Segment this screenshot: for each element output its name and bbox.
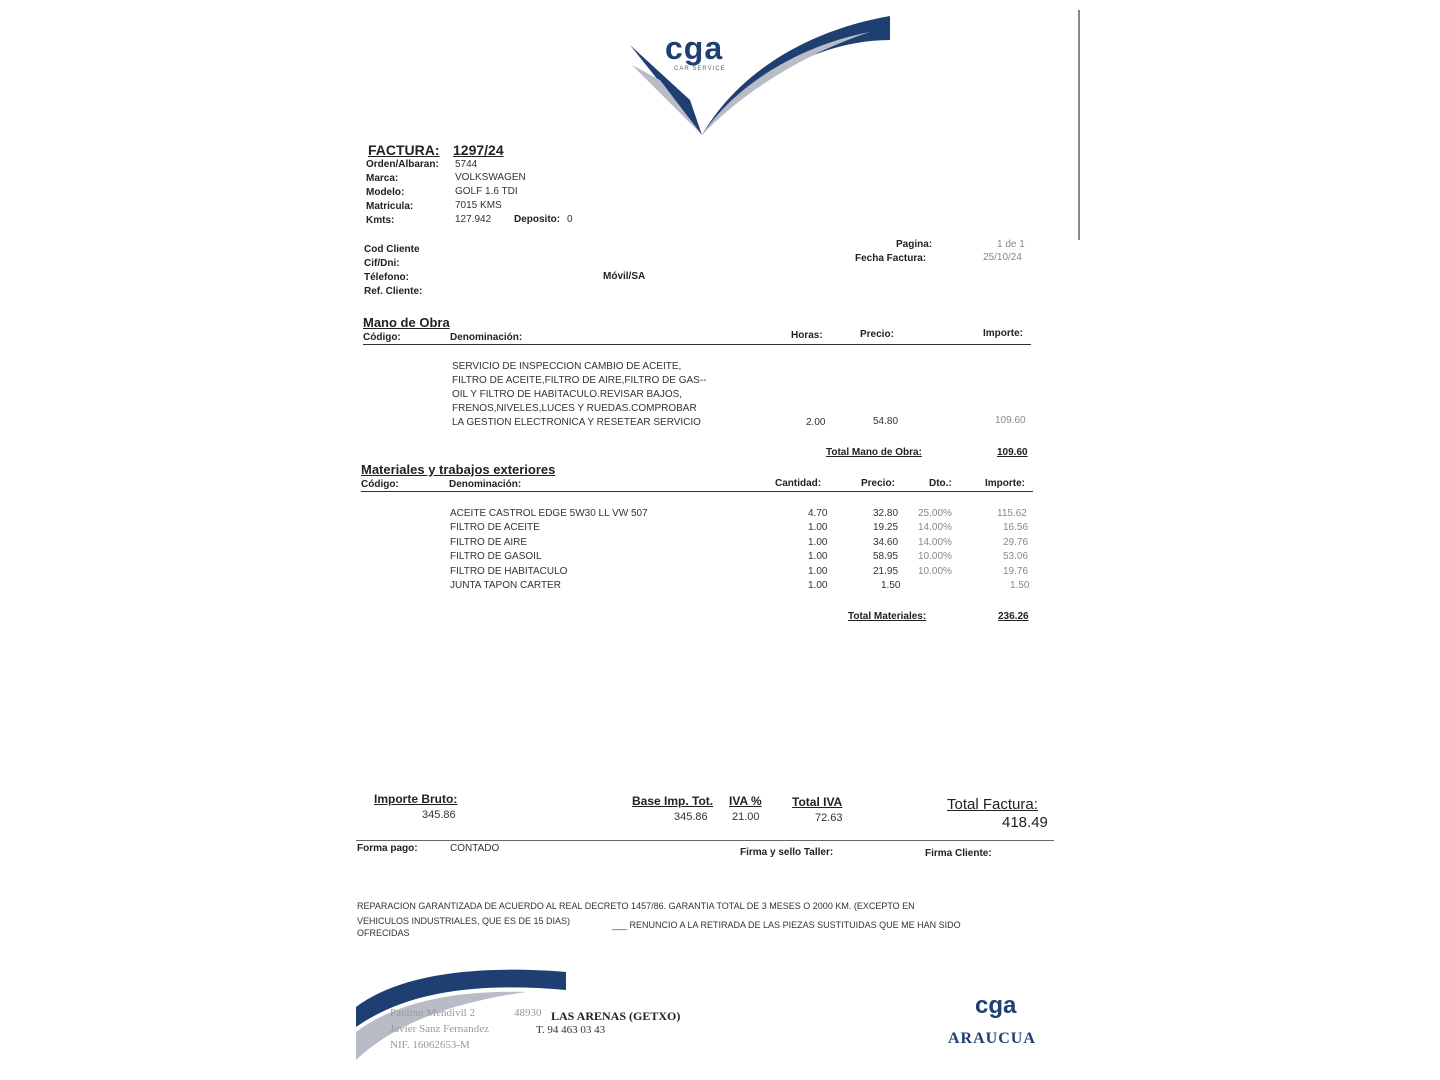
bruto-value: 345.86 [422,809,456,821]
mat-precio: 19.25 [873,522,899,533]
labor-title: Mano de Obra [363,315,450,330]
mat-precio: 58.95 [873,551,899,562]
mat-header-rule [361,491,1033,492]
matricula-label: Matricula: [366,201,414,212]
telefono-label: Télefono: [364,272,409,283]
mat-desc: JUNTA TAPON CARTER [450,580,561,591]
mat-cantidad: 1.00 [808,551,828,562]
labor-codigo-header: Código: [363,332,401,343]
footer-address: Paulino Mendivil 2 [390,1007,475,1019]
labor-total-label: Total Mano de Obra: [826,447,922,458]
forma-pago-label: Forma pago: [357,843,418,854]
labor-line: OIL Y FILTRO DE HABITACULO.REVISAR BAJOS, [452,389,683,400]
mat-importe: 115.62 [997,508,1027,519]
mat-cantidad: 1.00 [808,522,828,533]
mat-desc: FILTRO DE GASOIL [450,551,542,562]
labor-precio-header: Precio: [860,329,894,340]
mat-dto: 10.00% [918,551,952,562]
mat-importe: 19.76 [1003,566,1029,577]
iva-pct-label: IVA % [729,794,762,808]
labor-importe: 109.60 [995,415,1026,426]
kmts-value: 127.942 [455,214,492,225]
mat-importe: 16.56 [1003,522,1029,533]
deposito-value: 0 [567,214,573,225]
labor-line: LA GESTION ELECTRONICA Y RESETEAR SERVICIO [452,417,701,428]
cif-label: Cif/Dni: [364,258,400,269]
mat-importe: 1.50 [1010,580,1030,591]
mat-dto-header: Dto.: [929,478,952,489]
ref-cliente-label: Ref. Cliente: [364,286,423,297]
bruto-label: Importe Bruto: [374,792,458,806]
mat-desc: FILTRO DE ACEITE [450,522,540,533]
mat-desc: FILTRO DE HABITACULO [450,566,568,577]
footer-owner: Javier Sanz Fernandez [390,1023,489,1035]
footer-nif: NIF. 16062653-M [390,1039,470,1051]
invoice-title-label: FACTURA: [368,142,440,158]
mat-cantidad: 1.00 [808,566,828,577]
labor-line: SERVICIO DE INSPECCION CAMBIO DE ACEITE, [452,361,682,372]
forma-pago-value: CONTADO [450,843,500,854]
fecha-value: 25/10/24 [983,252,1022,263]
deposito-label: Deposito: [514,214,561,225]
labor-importe-header: Importe: [983,328,1023,339]
labor-denominacion-header: Denominación: [450,332,523,343]
mat-dto: 14.00% [918,522,952,533]
base-label: Base Imp. Tot. [632,794,714,808]
mat-importe-header: Importe: [985,478,1025,489]
marca-label: Marca: [366,173,399,184]
mat-cantidad-header: Cantidad: [775,478,822,489]
pagina-value: 1 de 1 [997,239,1025,250]
mat-desc: FILTRO DE AIRE [450,537,528,548]
mat-precio: 21.95 [873,566,899,577]
mat-cantidad: 4.70 [808,508,828,519]
mat-precio: 32.80 [873,508,899,519]
page-edge [1078,10,1080,240]
labor-line: FILTRO DE ACEITE,FILTRO DE AIRE,FILTRO DE GAS-- [452,375,707,386]
movil-label: Móvil/SA [603,271,646,282]
orden-label: Orden/Albaran: [366,159,439,170]
pagina-label: Pagina: [896,239,933,250]
mat-precio-header: Precio: [861,478,895,489]
legal-line-3: OFRECIDAS [357,928,410,938]
materials-total-value: 236.26 [998,611,1029,622]
mat-cantidad: 1.00 [808,537,828,548]
labor-precio: 54.80 [873,416,899,427]
mat-desc: ACEITE CASTROL EDGE 5W30 LL VW 507 [450,508,648,519]
mat-precio: 34.60 [873,537,899,548]
mat-codigo-header: Código: [361,479,399,490]
footer-city: LAS ARENAS (GETXO) [551,1009,681,1023]
materials-total-label: Total Materiales: [848,611,927,622]
total-iva-value: 72.63 [815,812,843,824]
invoice-number: 1297/24 [453,142,504,158]
labor-horas: 2.00 [806,417,826,428]
cod-cliente-label: Cod Cliente [364,244,420,255]
matricula-value: 7015 KMS [455,200,502,211]
totals-rule [356,840,1054,841]
modelo-label: Modelo: [366,187,405,198]
total-iva-label: Total IVA [792,795,843,809]
mat-importe: 29.76 [1003,537,1029,548]
logo-subtext: CAR SERVICE [674,66,726,72]
mat-dto: 14.00% [918,537,952,548]
footer-zip: 48930 [514,1007,542,1019]
footer-phone: T. 94 463 03 43 [536,1024,606,1036]
footer-logo: cga [975,992,1017,1019]
mat-dto: 25.00% [918,508,952,519]
materials-title: Materiales y trabajos exteriores [361,462,556,477]
firma-taller-label: Firma y sello Taller: [740,847,834,858]
fecha-label: Fecha Factura: [855,253,927,264]
labor-total-value: 109.60 [997,447,1028,458]
base-value: 345.86 [674,811,708,823]
logo-text: cga [665,30,724,66]
legal-line-1: REPARACION GARANTIZADA DE ACUERDO AL REAL DECRETO 1457/86. GARANTIA TOTAL DE 3 MESES O 2000 KM. (EXCEPTO EN [357,901,915,911]
orden-value: 5744 [455,159,478,170]
iva-pct-value: 21.00 [732,811,760,823]
labor-line: FRENOS,NIVELES,LUCES Y RUEDAS.COMPROBAR [452,403,697,414]
labor-horas-header: Horas: [791,330,823,341]
legal-line-2b: ___ RENUNCIO A LA RETIRADA DE LAS PIEZAS SUSTITUIDAS QUE ME HAN SIDO [612,920,961,930]
mat-dto: 10.00% [918,566,952,577]
firma-cliente-label: Firma Cliente: [925,848,992,859]
mat-importe: 53.06 [1003,551,1029,562]
modelo-value: GOLF 1.6 TDI [455,186,518,197]
mat-cantidad: 1.00 [808,580,828,591]
total-factura-value: 418.49 [1002,814,1048,831]
legal-line-2: VEHICULOS INDUSTRIALES, QUE ES DE 15 DIAS) [357,916,571,926]
mat-precio: 1.50 [881,580,901,591]
total-factura-label: Total Factura: [947,796,1038,813]
footer-brand: ARAUCUA [948,1030,1036,1047]
cga-logo-top [620,10,900,140]
kmts-label: Kmts: [366,215,395,226]
mat-denominacion-header: Denominación: [449,479,522,490]
labor-header-rule [363,344,1031,345]
marca-value: VOLKSWAGEN [455,172,526,183]
